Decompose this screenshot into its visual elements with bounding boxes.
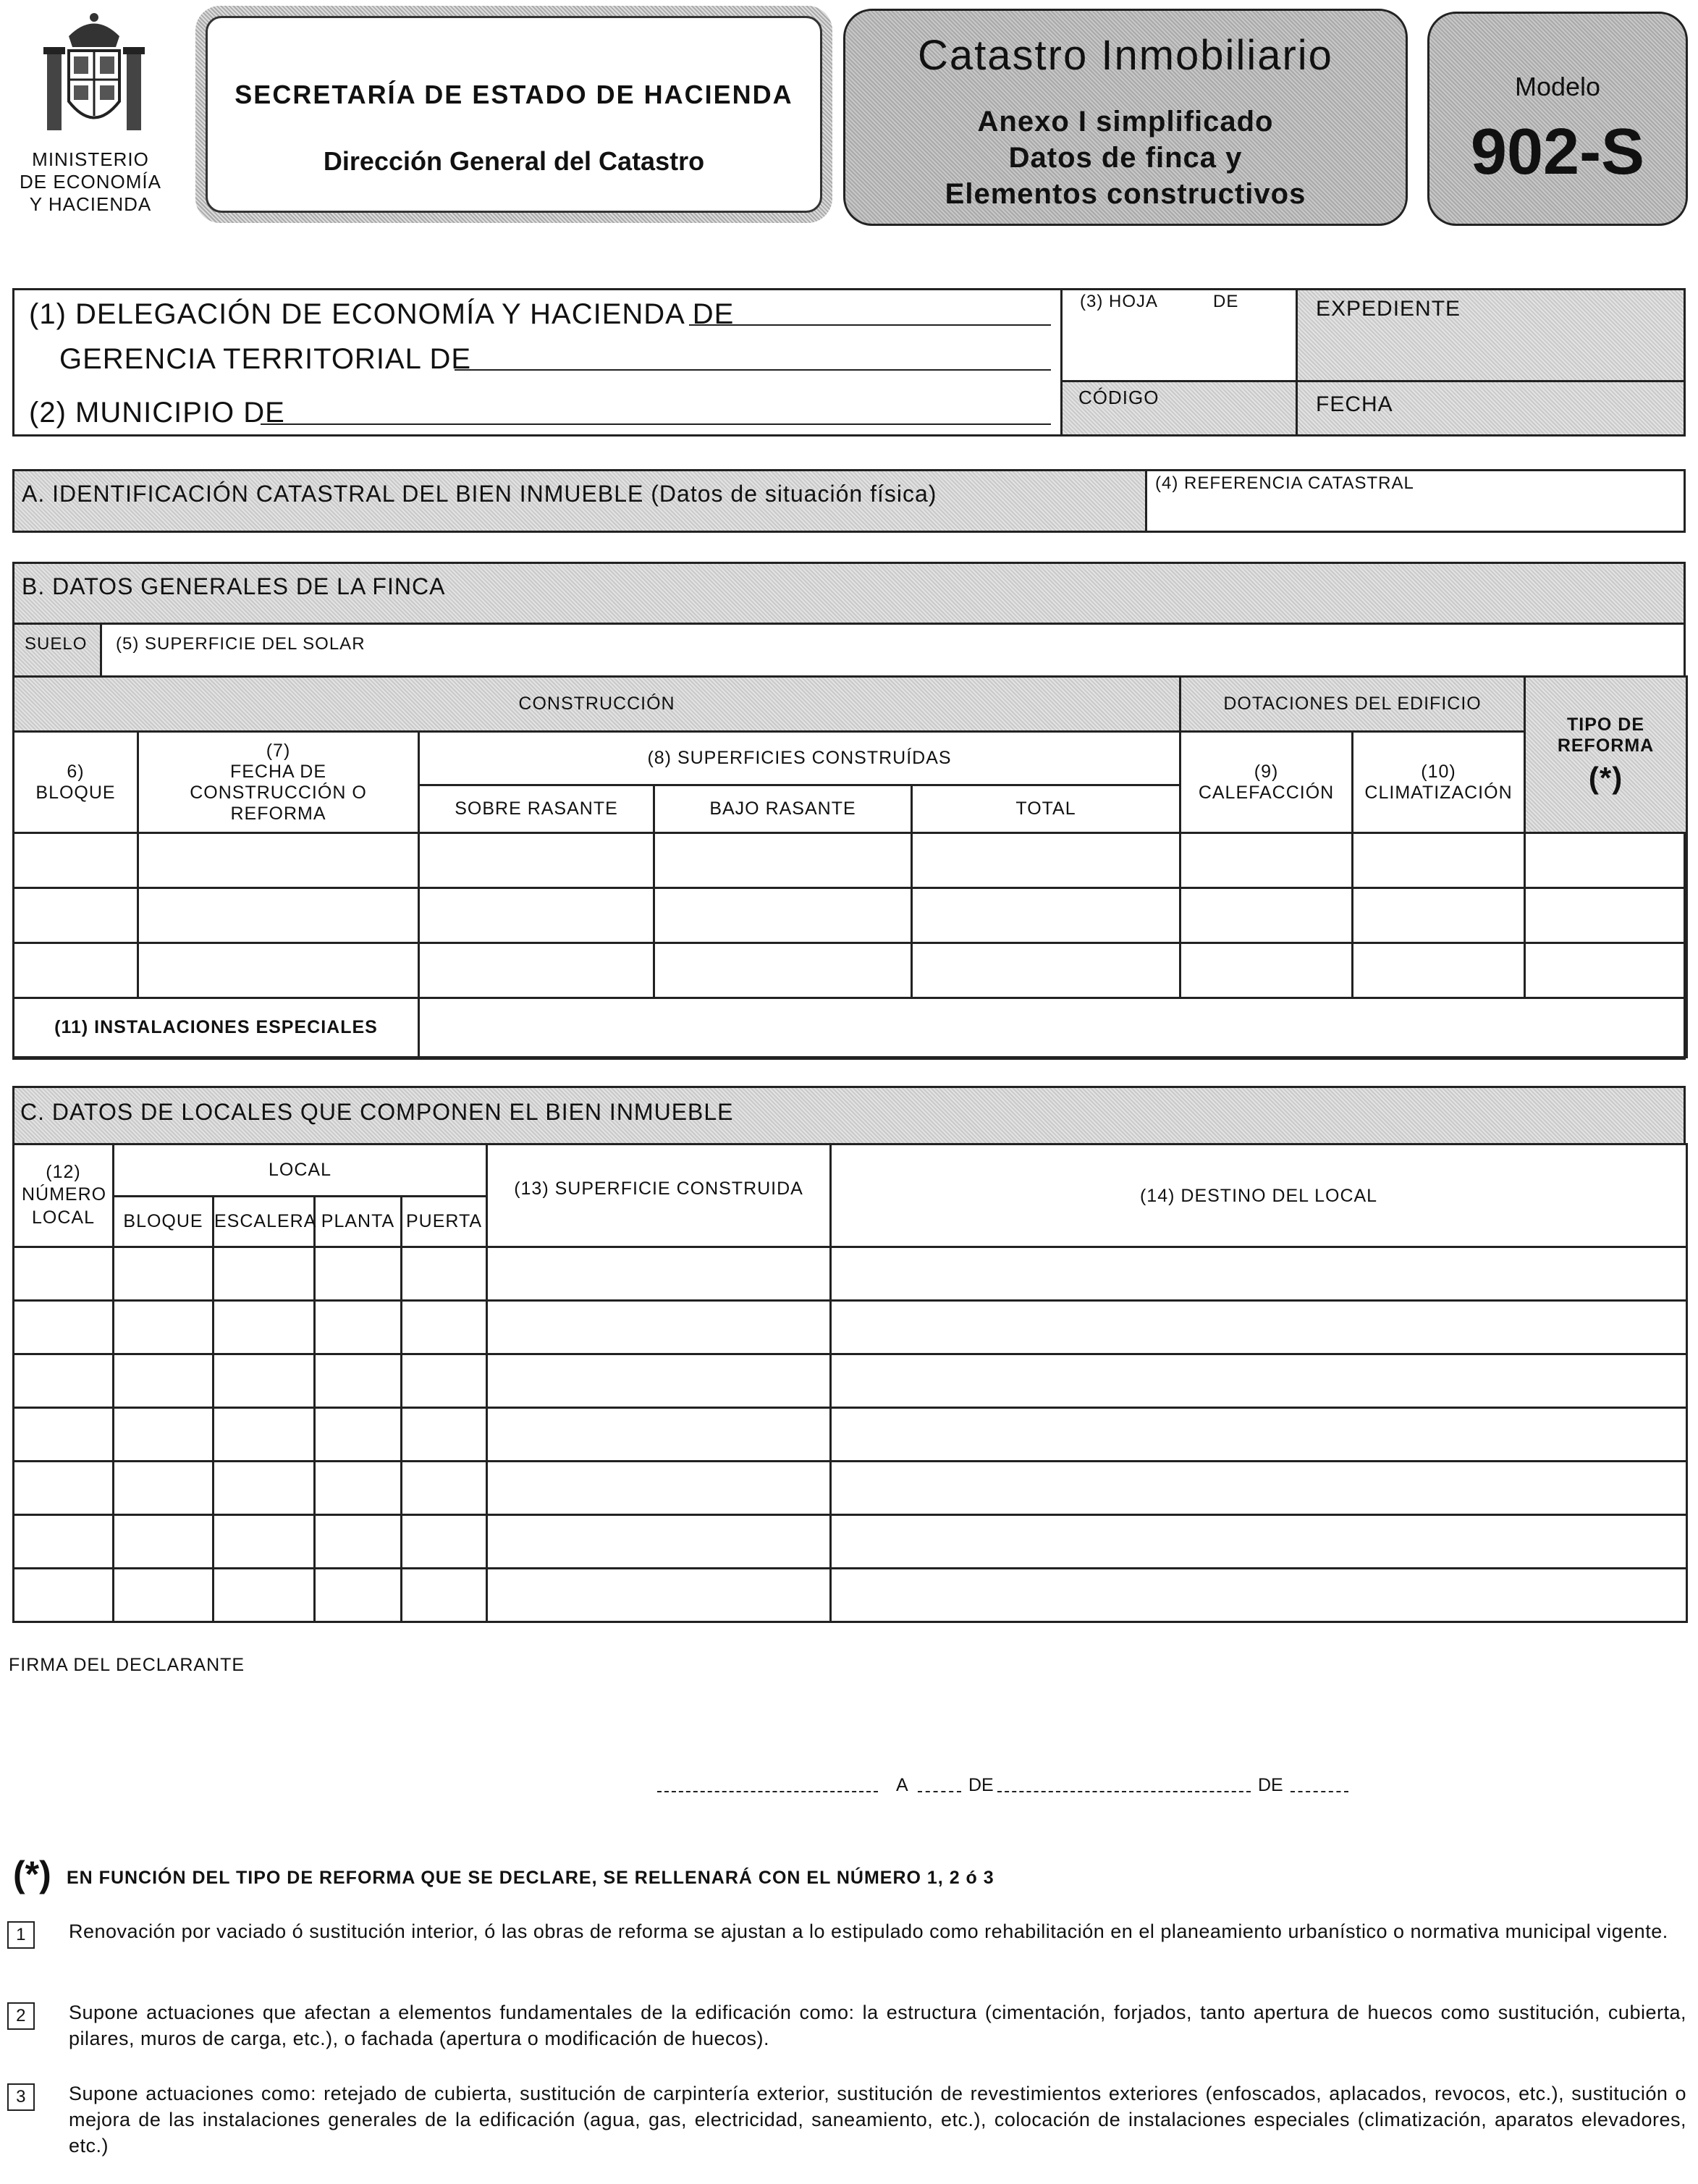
table-cell[interactable] xyxy=(487,1301,831,1354)
table-cell[interactable] xyxy=(214,1354,315,1408)
table-cell[interactable] xyxy=(402,1247,487,1301)
table-cell[interactable] xyxy=(138,943,419,998)
fecha-label: FECHA xyxy=(1316,392,1393,416)
table-cell[interactable] xyxy=(14,1569,114,1622)
table-cell[interactable] xyxy=(419,833,654,888)
instalaciones-field[interactable] xyxy=(419,998,1687,1058)
table-cell[interactable] xyxy=(1525,888,1687,943)
table-cell[interactable] xyxy=(114,1301,214,1354)
bloque-num: 6) xyxy=(67,761,85,782)
footnote-item-1 xyxy=(7,1918,1686,1944)
fecha-num: (7) xyxy=(266,740,291,761)
calefaccion-header xyxy=(1180,732,1353,833)
table-cell[interactable] xyxy=(654,833,912,888)
table-cell[interactable] xyxy=(1180,943,1353,998)
footnote-num-1: 1 xyxy=(7,1921,35,1949)
gerencia-field[interactable] xyxy=(455,369,1051,371)
table-cell[interactable] xyxy=(315,1569,402,1622)
superficie-solar-field[interactable] xyxy=(376,627,1679,673)
date-a-label: A xyxy=(896,1775,908,1795)
table-cell[interactable] xyxy=(14,1354,114,1408)
anexo-line-2: Datos de finca y xyxy=(1008,142,1243,174)
hoja-de-label: DE xyxy=(1213,292,1239,311)
table-cell[interactable] xyxy=(14,1247,114,1301)
construccion-header: CONSTRUCCIÓN xyxy=(14,677,1180,732)
footnote-num-3: 3 xyxy=(7,2083,35,2111)
table-row xyxy=(14,1408,1687,1462)
table-cell[interactable] xyxy=(1353,943,1525,998)
year-field[interactable] xyxy=(1291,1791,1348,1792)
table-cell[interactable] xyxy=(114,1354,214,1408)
anexo-line-3: Elementos constructivos xyxy=(945,178,1306,210)
table-cell[interactable] xyxy=(1180,833,1353,888)
table-cell[interactable] xyxy=(14,1462,114,1515)
catastro-box xyxy=(843,9,1408,226)
table-row xyxy=(14,1301,1687,1354)
tipo-reforma-label: TIPO DE REFORMA xyxy=(1557,714,1655,756)
gerencia-label: GERENCIA TERRITORIAL DE xyxy=(59,343,472,375)
table-row xyxy=(14,888,1687,943)
table-cell[interactable] xyxy=(831,1354,1687,1408)
table-cell[interactable] xyxy=(831,1462,1687,1515)
numero-local-header xyxy=(14,1144,114,1247)
table-cell[interactable] xyxy=(315,1354,402,1408)
footnote-text-2: Supone actuaciones que afectan a elementos fundamentales de la edificación como: la estructura (cimentación, forjados, tanto apertura de huecos como sustitución, cubierta, pilares, muros de carga, etc.), o fachada (apertura o modificación de huecos). xyxy=(69,2002,1686,2049)
superficies-header: (8) SUPERFICIES CONSTRUÍDAS xyxy=(419,732,1180,785)
table-cell[interactable] xyxy=(14,888,138,943)
municipio-field[interactable] xyxy=(261,423,1051,425)
fecha-construccion-label: FECHA DE CONSTRUCCIÓN O REFORMA xyxy=(190,761,367,824)
table-cell[interactable] xyxy=(912,833,1180,888)
table-cell[interactable] xyxy=(315,1408,402,1462)
anexo-line-1: Anexo I simplificado xyxy=(977,106,1274,138)
date-line xyxy=(657,1775,1381,1804)
table-row xyxy=(14,833,1687,888)
modelo-code: 902-S xyxy=(1470,116,1645,188)
table-cell[interactable] xyxy=(214,1408,315,1462)
table-cell[interactable] xyxy=(831,1515,1687,1569)
table-cell[interactable] xyxy=(14,1408,114,1462)
table-cell[interactable] xyxy=(114,1408,214,1462)
referencia-label: (4) REFERENCIA CATASTRAL xyxy=(1155,473,1414,493)
modelo-label: Modelo xyxy=(1514,72,1601,101)
table-cell[interactable] xyxy=(912,888,1180,943)
hoja-label: (3) HOJA xyxy=(1080,292,1159,311)
firma-label: FIRMA DEL DECLARANTE xyxy=(9,1655,245,1675)
table-row xyxy=(14,1569,1687,1622)
expediente-label: EXPEDIENTE xyxy=(1316,297,1461,321)
table-cell[interactable] xyxy=(1180,888,1353,943)
secretaria-box xyxy=(195,6,832,223)
modelo-box xyxy=(1427,12,1688,226)
referencia-field[interactable] xyxy=(1149,499,1681,528)
footnote-item-3 xyxy=(7,2080,1686,2159)
table-cell[interactable] xyxy=(214,1247,315,1301)
dotaciones-header: DOTACIONES DEL EDIFICIO xyxy=(1180,677,1525,732)
numero-local-num: (12) xyxy=(46,1162,81,1182)
table-row xyxy=(14,1515,1687,1569)
table-cell[interactable] xyxy=(487,1515,831,1569)
table-cell[interactable] xyxy=(402,1354,487,1408)
footnote-asterisk: (*) xyxy=(13,1854,51,1894)
table-cell[interactable] xyxy=(487,1354,831,1408)
footnote-item-2 xyxy=(7,1999,1686,2052)
table-cell[interactable] xyxy=(654,888,912,943)
delegacion-label: (1) DELEGACIÓN DE ECONOMÍA Y HACIENDA DE xyxy=(29,298,735,330)
climatizacion-header xyxy=(1353,732,1525,833)
table-cell[interactable] xyxy=(1353,888,1525,943)
ministry-line-3: Y HACIENDA xyxy=(29,193,152,215)
coat-of-arms-icon xyxy=(29,7,159,138)
calefaccion-label: CALEFACCIÓN xyxy=(1198,782,1335,803)
table-cell[interactable] xyxy=(419,888,654,943)
tipo-reforma-header xyxy=(1525,677,1687,833)
superficie-construida-header: (13) SUPERFICIE CONSTRUIDA xyxy=(487,1144,831,1247)
bloque-label: BLOQUE xyxy=(35,782,116,803)
date-de-label-2: DE xyxy=(1258,1775,1283,1795)
table-cell[interactable] xyxy=(1525,833,1687,888)
local-puerta-header: PUERTA xyxy=(402,1197,487,1247)
locales-table xyxy=(12,1143,1688,1623)
table-row xyxy=(14,1247,1687,1301)
table-cell[interactable] xyxy=(214,1569,315,1622)
local-bloque-header: BLOQUE xyxy=(114,1197,214,1247)
month-field[interactable] xyxy=(997,1791,1251,1792)
table-row xyxy=(14,1354,1687,1408)
table-cell[interactable] xyxy=(315,1301,402,1354)
table-cell[interactable] xyxy=(214,1301,315,1354)
table-cell[interactable] xyxy=(831,1247,1687,1301)
table-cell[interactable] xyxy=(1525,943,1687,998)
tipo-reforma-asterisk: (*) xyxy=(1588,760,1623,795)
table-cell[interactable] xyxy=(487,1247,831,1301)
table-cell[interactable] xyxy=(114,1515,214,1569)
calefaccion-num: (9) xyxy=(1254,761,1279,782)
table-cell[interactable] xyxy=(419,943,654,998)
section-b-title: B. DATOS GENERALES DE LA FINCA xyxy=(22,573,446,599)
sobre-rasante-header: SOBRE RASANTE xyxy=(419,785,654,833)
table-cell[interactable] xyxy=(214,1515,315,1569)
table-row xyxy=(14,1462,1687,1515)
firma-area[interactable] xyxy=(9,1679,588,1766)
delegacion-field[interactable] xyxy=(689,324,1051,326)
instalaciones-label: (11) INSTALACIONES ESPECIALES xyxy=(14,998,419,1058)
footnote-intro: EN FUNCIÓN DEL TIPO DE REFORMA QUE SE DECLARE, SE RELLENARÁ CON EL NÚMERO 1, 2 ó 3 xyxy=(67,1868,994,1888)
section-c-title: C. DATOS DE LOCALES QUE COMPONEN EL BIEN INMUEBLE xyxy=(20,1099,734,1125)
table-cell[interactable] xyxy=(14,833,138,888)
table-cell[interactable] xyxy=(114,1569,214,1622)
local-escalera-header: ESCALERA xyxy=(214,1197,315,1247)
table-cell[interactable] xyxy=(487,1569,831,1622)
codigo-label: CÓDIGO xyxy=(1078,387,1160,408)
suelo-label: SUELO xyxy=(25,634,88,654)
table-cell[interactable] xyxy=(831,1408,1687,1462)
fecha-construccion-header xyxy=(138,732,419,833)
superficie-solar-label: (5) SUPERFICIE DEL SOLAR xyxy=(116,634,366,654)
table-cell[interactable] xyxy=(912,943,1180,998)
section-a-title: A. IDENTIFICACIÓN CATASTRAL DEL BIEN INMUEBLE (Datos de situación física) xyxy=(22,481,937,507)
climatizacion-label: CLIMATIZACIÓN xyxy=(1364,782,1513,803)
table-cell[interactable] xyxy=(114,1462,214,1515)
destino-local-header: (14) DESTINO DEL LOCAL xyxy=(831,1144,1687,1247)
table-cell[interactable] xyxy=(138,888,419,943)
ministry-line-2: DE ECONOMÍA xyxy=(20,171,161,193)
table-cell[interactable] xyxy=(14,943,138,998)
table-row xyxy=(14,943,1687,998)
table-cell[interactable] xyxy=(14,1301,114,1354)
table-cell[interactable] xyxy=(402,1462,487,1515)
local-header: LOCAL xyxy=(114,1144,487,1197)
construccion-table xyxy=(12,675,1688,1058)
table-cell[interactable] xyxy=(402,1408,487,1462)
table-cell[interactable] xyxy=(402,1569,487,1622)
municipio-label: (2) MUNICIPIO DE xyxy=(29,397,285,429)
table-cell[interactable] xyxy=(1353,833,1525,888)
table-cell[interactable] xyxy=(315,1462,402,1515)
table-cell[interactable] xyxy=(114,1247,214,1301)
table-cell[interactable] xyxy=(831,1301,1687,1354)
date-de-label-1: DE xyxy=(968,1775,994,1795)
direccion-title: Dirección General del Catastro xyxy=(323,146,705,176)
catastro-title: Catastro Inmobiliario xyxy=(918,32,1333,79)
table-cell[interactable] xyxy=(487,1408,831,1462)
footnote-text-1: Renovación por vaciado ó sustitución interior, ó las obras de reforma se ajustan a lo estipulado como rehabilitación en el planeamiento urbanístico o normativa municipal vigente. xyxy=(69,1921,1668,1942)
bloque-header xyxy=(14,732,138,833)
climatizacion-num: (10) xyxy=(1421,761,1456,782)
table-cell[interactable] xyxy=(14,1515,114,1569)
table-cell[interactable] xyxy=(315,1515,402,1569)
day-field[interactable] xyxy=(918,1791,961,1792)
table-cell[interactable] xyxy=(402,1515,487,1569)
table-cell[interactable] xyxy=(138,833,419,888)
footnote-text-3: Supone actuaciones como: retejado de cubierta, sustitución de carpintería exterior, sustitución de revestimientos exteriores (enfoscados, aplacados, revocos, etc.), sustitución o mejora de las instalaciones generales de la edificación (agua, gas, electricidad, saneamiento, etc.), colocación de instalaciones especiales (climatización, aparatos elevadores, etc.) xyxy=(69,2083,1686,2156)
ministry-block xyxy=(14,7,166,224)
table-cell[interactable] xyxy=(487,1462,831,1515)
table-cell[interactable] xyxy=(831,1569,1687,1622)
bajo-rasante-header: BAJO RASANTE xyxy=(654,785,912,833)
table-cell[interactable] xyxy=(654,943,912,998)
ministry-line-1: MINISTERIO xyxy=(32,148,149,170)
numero-local-label: NÚMERO LOCAL xyxy=(22,1184,107,1228)
secretaria-title: SECRETARÍA DE ESTADO DE HACIENDA xyxy=(235,80,793,109)
total-header: TOTAL xyxy=(912,785,1180,833)
table-cell[interactable] xyxy=(315,1247,402,1301)
table-cell[interactable] xyxy=(402,1301,487,1354)
footnote-num-2: 2 xyxy=(7,2002,35,2030)
table-cell[interactable] xyxy=(214,1462,315,1515)
place-field[interactable] xyxy=(657,1791,878,1792)
local-planta-header: PLANTA xyxy=(315,1197,402,1247)
